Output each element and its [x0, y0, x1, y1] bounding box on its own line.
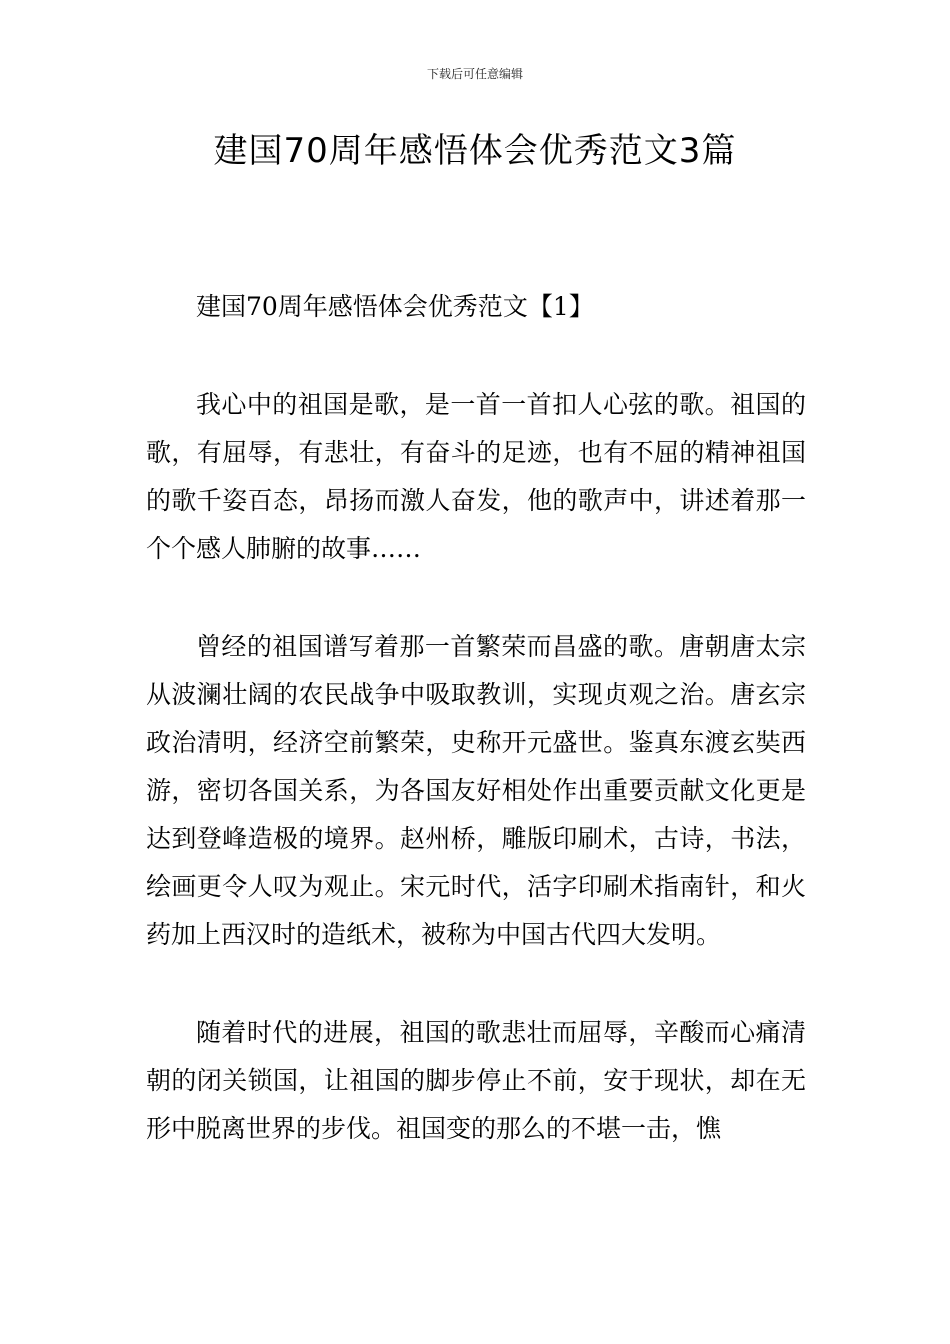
paragraph-1: 我心中的祖国是歌，是一首一首扣人心弦的歌。祖国的歌，有屈辱，有悲壮，有奋斗的足迹，也有不屈的精神祖国的歌千姿百态，昂扬而激人奋发，他的歌声中，讲述着那一个个感人肺腑的故事…… [146, 390, 806, 563]
paragraph-2: 曾经的祖国谱写着那一首繁荣而昌盛的歌。唐朝唐太宗从波澜壮阔的农民战争中吸取教训，实现贞观之治。唐玄宗政治清明，经济空前繁荣，史称开元盛世。鉴真东渡玄奘西游，密切各国关系，为各国友好相处作出重要贡献文化更是达到登峰造极的境界。赵州桥，雕版印刷术，古诗，书法，绘画更令人叹为观止。宋元时代，活字印刷术指南针，和火药加上西汉时的造纸术，被称为中国古代四大发明。 [146, 632, 806, 949]
header-note: 下载后可任意编辑 [426, 67, 523, 81]
paragraph-3: 随着时代的进展，祖国的歌悲壮而屈辱，辛酸而心痛清朝的闭关锁国，让祖国的脚步停止不前，安于现状，却在无形中脱离世界的步伐。祖国变的那么的不堪一击，憔 [146, 1018, 806, 1143]
document-title: 建国70周年感悟体会优秀范文3篇 [213, 131, 737, 171]
document-body [146, 283, 806, 1203]
section-heading: 建国70周年感悟体会优秀范文【1】 [196, 292, 594, 321]
